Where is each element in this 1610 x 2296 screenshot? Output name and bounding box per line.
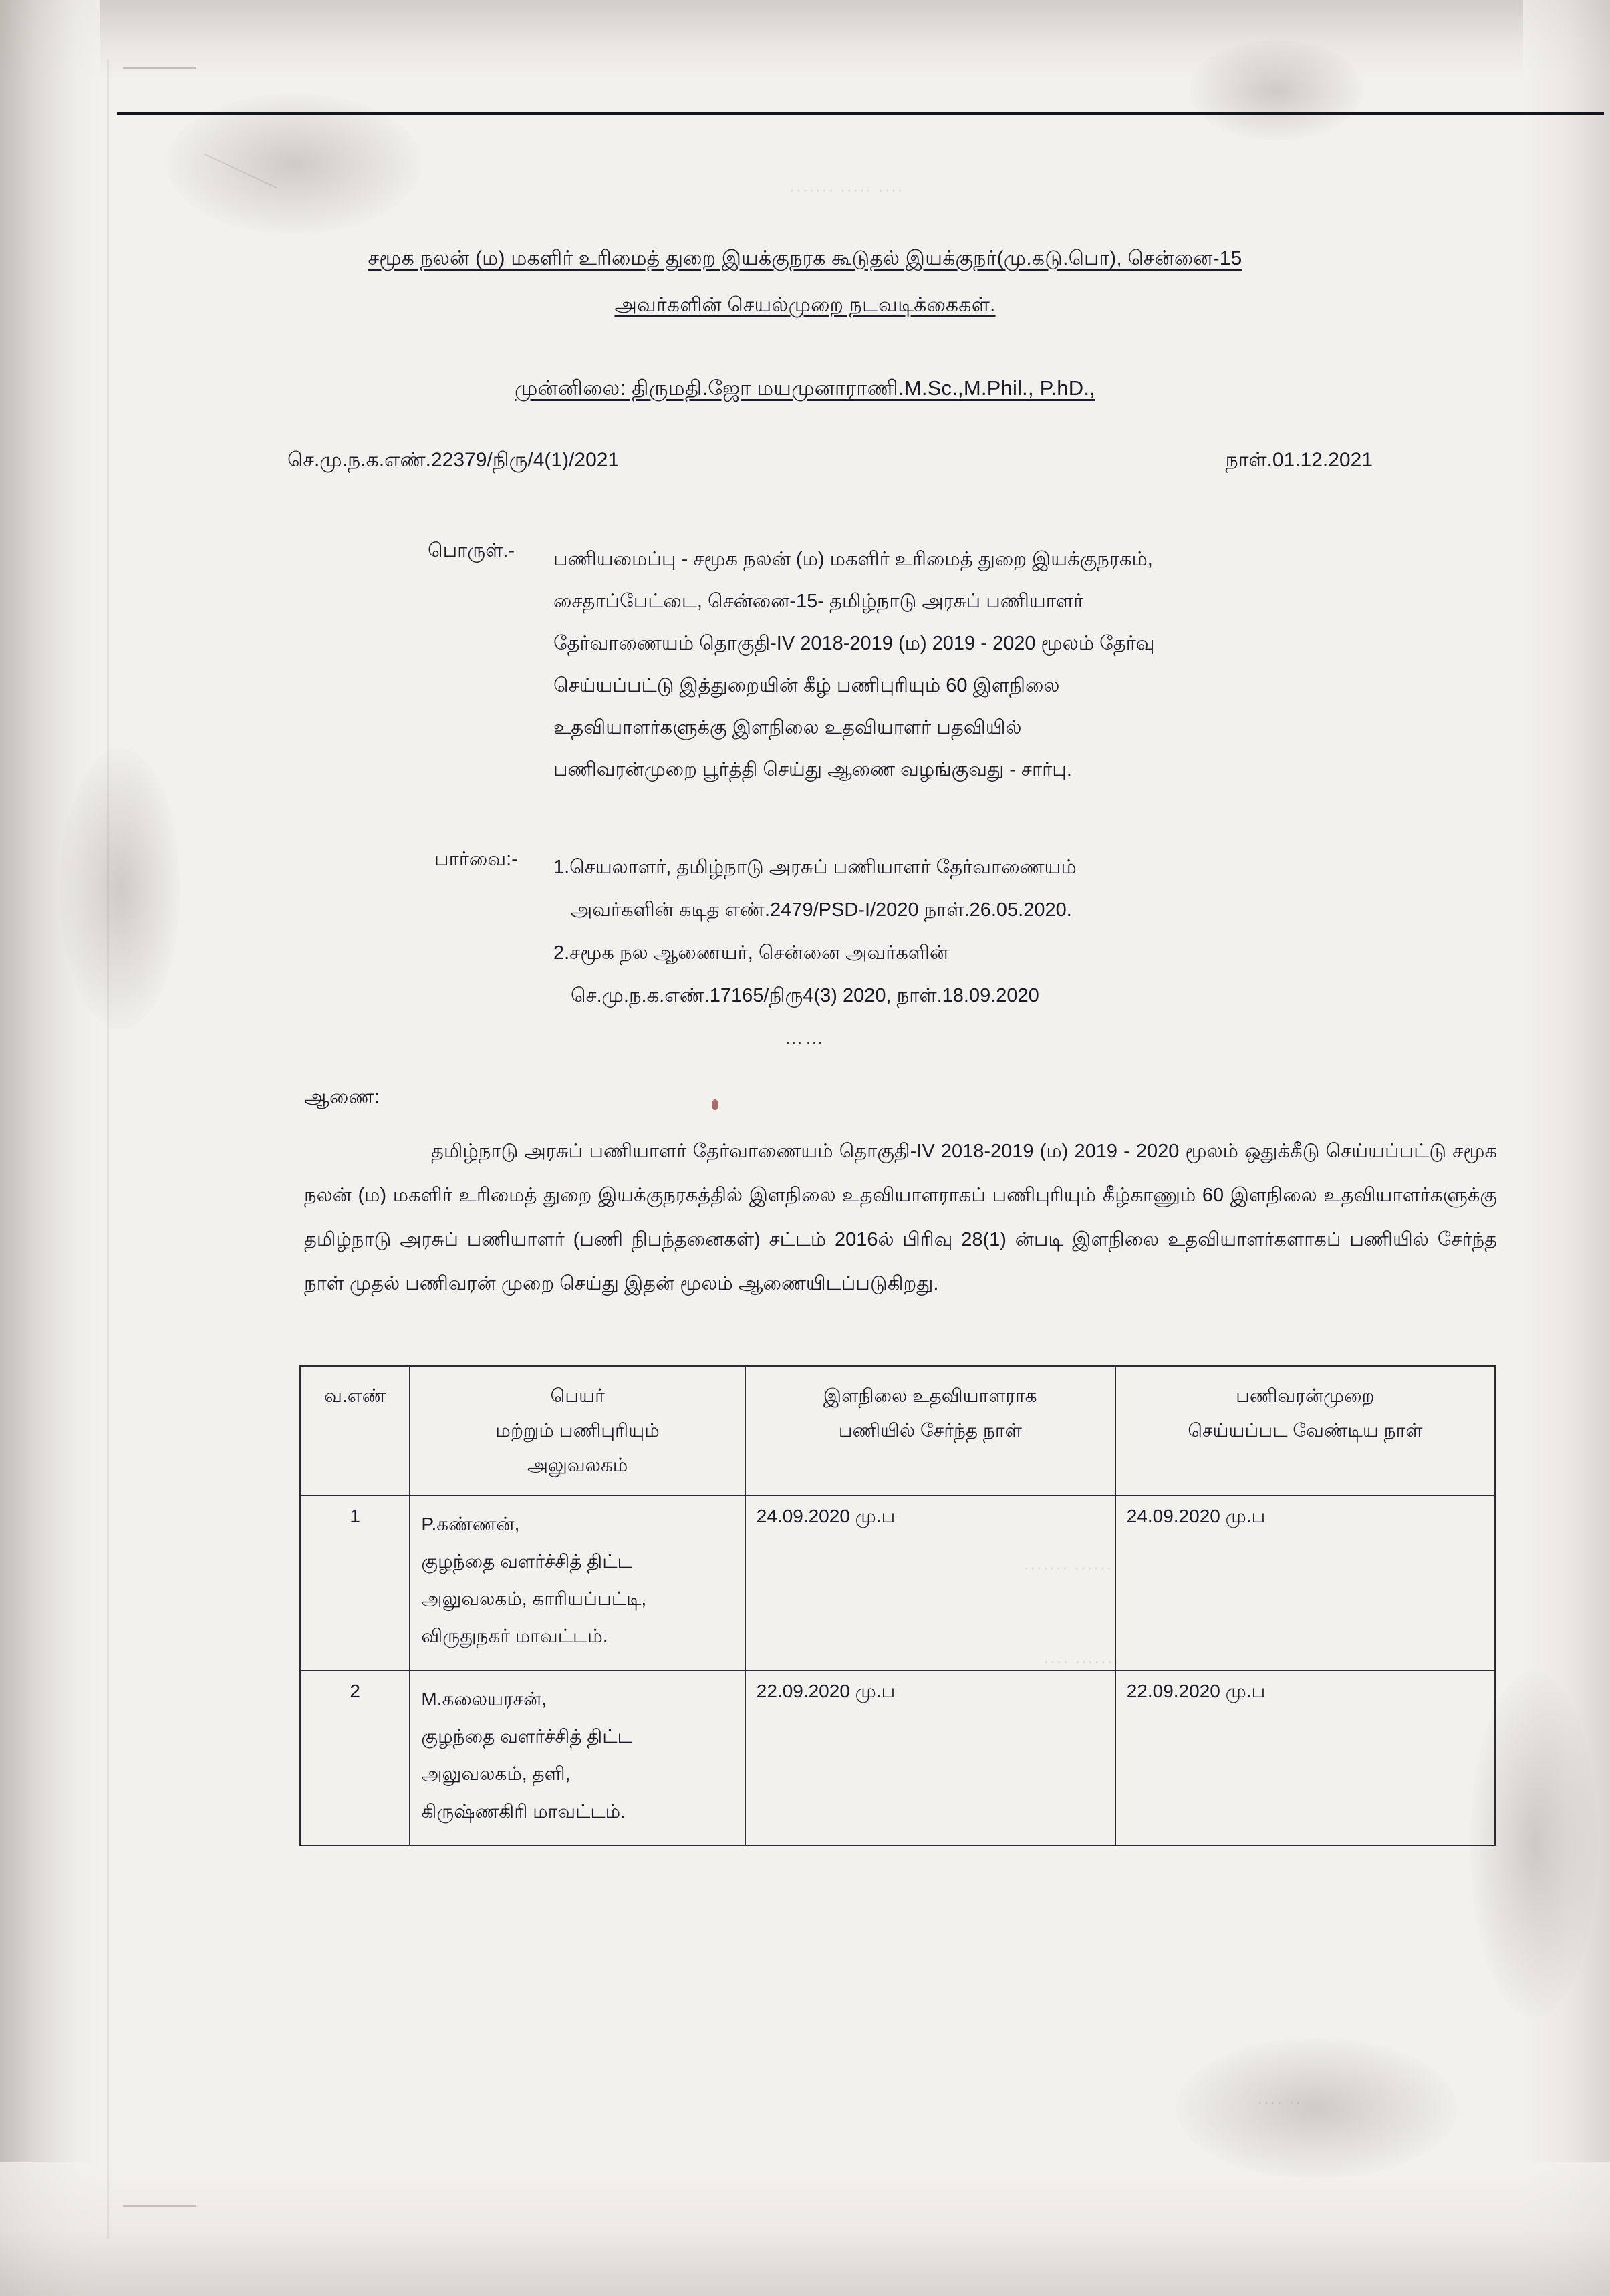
presiding-officer-line xyxy=(0,376,1610,403)
order-label: ஆணை: xyxy=(304,1086,380,1108)
cell-serial: 2 xyxy=(300,1671,410,1846)
column-header-name-line: பெயர் xyxy=(550,1385,605,1406)
subject-line: உதவியாளர்களுக்கு இளநிலை உதவியாளர் பதவியில் xyxy=(553,717,1022,738)
showthrough-text: ······· ···· xyxy=(1043,1651,1119,1671)
cell-joining-date: 22.09.2020 மு.ப xyxy=(745,1671,1115,1846)
reference-line: 2.சமூக நல ஆணையர், சென்னை அவர்களின் xyxy=(553,942,949,964)
subject-line: பணிவரன்முறை பூர்த்தி செய்து ஆணை வழங்குவது - சார்பு. xyxy=(553,759,1072,780)
table-row xyxy=(300,1671,1495,1846)
order-paragraph: தமிழ்நாடு அரசுப் பணியாளர் தேர்வாணையம் தொகுதி-IV 2018-2019 (ம) 2019 - 2020 மூலம் ஒதுக்கீடு செய்யப்பட்டு சமூக நலன் (ம) மகளிர் உரிமைத் துறை இயக்குநரகத்தில் இளநிலை உதவியாளராகப் பணிபுரியும் கீழ்காணும் 60 இளநிலை உதவியாளர்களுக்கு தமிழ்நாடு அரசுப் பணியாளர் (பணி நிபந்தனைகள்) சட்டம் 2016ல் பிரிவு 28(1) ன்படி இளநிலை உதவியாளர்களாகப் பணியில் சேர்ந்த நாள் முதல் பணிவரன் முறை செய்து இதன் மூலம் ஆணையிடப்படுகிறது. xyxy=(304,1141,1497,1294)
presiding-officer-text: முன்னிலை: திருமதி.ஜோ மயமுனாராணி.M.Sc.,M.Phil., P.hD., xyxy=(515,376,1095,400)
column-header-confirmation-line: பணிவரன்முறை xyxy=(1236,1385,1375,1406)
subject-body xyxy=(553,539,1382,791)
cell-name xyxy=(410,1495,745,1671)
cell-name-line: அலுவலகம், காரியப்பட்டி, xyxy=(421,1588,647,1609)
header-line-1-text: சமூக நலன் (ம) மகளிர் உரிமைத் துறை இயக்குநரக கூடுதல் இயக்குநர்(மு.கடு.பொ), சென்னை-15 xyxy=(368,247,1242,269)
cell-name-line: குழந்தை வளர்ச்சித் திட்ட xyxy=(421,1551,632,1572)
reference-line: செ.மு.ந.க.எண்.17165/நிரு4(3) 2020, நாள்.18.09.2020 xyxy=(571,985,1039,1006)
column-header-confirmation-line: செய்யப்பட வேண்டிய நாள் xyxy=(1188,1420,1423,1441)
column-header-joining-line: இளநிலை உதவியாளராக xyxy=(823,1385,1037,1406)
section-separator: …… xyxy=(784,1028,826,1048)
document-header-line-2 xyxy=(0,294,1610,319)
cell-name-line: கிருஷ்ணகிரி மாவட்டம். xyxy=(421,1801,626,1822)
column-header-joining-line: பணியில் சேர்ந்த நாள் xyxy=(838,1420,1022,1441)
subject-line: சைதாப்பேட்டை, சென்னை-15- தமிழ்நாடு அரசுப் பணியாளர் xyxy=(553,591,1084,612)
reference-line: 1.செயலாளர், தமிழ்நாடு அரசுப் பணியாளர் தேர்வாணையம் xyxy=(553,857,1077,878)
cell-name-line: M.கலையரசன், xyxy=(421,1689,547,1709)
table-header-row xyxy=(300,1366,1495,1495)
reference-number: செ.மு.ந.க.எண்.22379/நிரு/4(1)/2021 xyxy=(287,449,620,471)
table-row xyxy=(300,1495,1495,1671)
showthrough-text: ·· ···· xyxy=(1256,2092,1301,2112)
cell-confirmation-date: 24.09.2020 மு.ப xyxy=(1115,1495,1495,1671)
column-header-joining-date xyxy=(745,1366,1115,1495)
cell-name-line: அலுவலகம், தளி, xyxy=(421,1763,571,1784)
cell-serial: 1 xyxy=(300,1495,410,1671)
subject-line: பணியமைப்பு - சமூக நலன் (ம) மகளிர் உரிமைத் துறை இயக்குநரகம், xyxy=(553,549,1153,570)
showthrough-text: ······ ······· xyxy=(1023,1557,1112,1577)
column-header-name-line: மற்றும் பணிபுரியும் xyxy=(495,1420,660,1441)
header-line-2-text: அவர்களின் செயல்முறை நடவடிக்கைகள். xyxy=(614,294,996,316)
column-header-serial: வ.எண் xyxy=(300,1366,410,1495)
subject-label: பொருள்.- xyxy=(428,540,515,561)
column-header-name-line: அலுவலகம் xyxy=(527,1455,628,1475)
reference-line: அவர்களின் கடித எண்.2479/PSD-I/2020 நாள்.26.05.2020. xyxy=(571,899,1072,921)
document-date: நாள்.01.12.2021 xyxy=(1225,449,1373,471)
cell-joining-date: 24.09.2020 மு.ப xyxy=(745,1495,1115,1671)
cell-name-line: P.கண்ணன், xyxy=(421,1514,520,1534)
cell-name xyxy=(410,1671,745,1846)
subject-line: தேர்வாணையம் தொகுதி-IV 2018-2019 (ம) 2019 - 2020 மூலம் தேர்வு xyxy=(553,633,1155,654)
cell-confirmation-date: 22.09.2020 மு.ப xyxy=(1115,1671,1495,1846)
cell-name-line: குழந்தை வளர்ச்சித் திட்ட xyxy=(421,1726,632,1747)
subject-line: செய்யப்பட்டு இத்துறையின் கீழ் பணிபுரியும் 60 இளநிலை xyxy=(553,675,1060,696)
reference-body xyxy=(553,846,1422,1017)
showthrough-text: ···· ····· ······· xyxy=(789,179,903,199)
reference-label: பார்வை:- xyxy=(434,849,518,870)
column-header-name xyxy=(410,1366,745,1495)
order-body xyxy=(304,1129,1497,1306)
cell-name-line: விருதுநகர் மாவட்டம். xyxy=(421,1626,608,1646)
junior-assistants-table xyxy=(299,1365,1496,1846)
column-header-confirmation-date xyxy=(1115,1366,1495,1495)
document-header-line-1 xyxy=(0,247,1610,273)
